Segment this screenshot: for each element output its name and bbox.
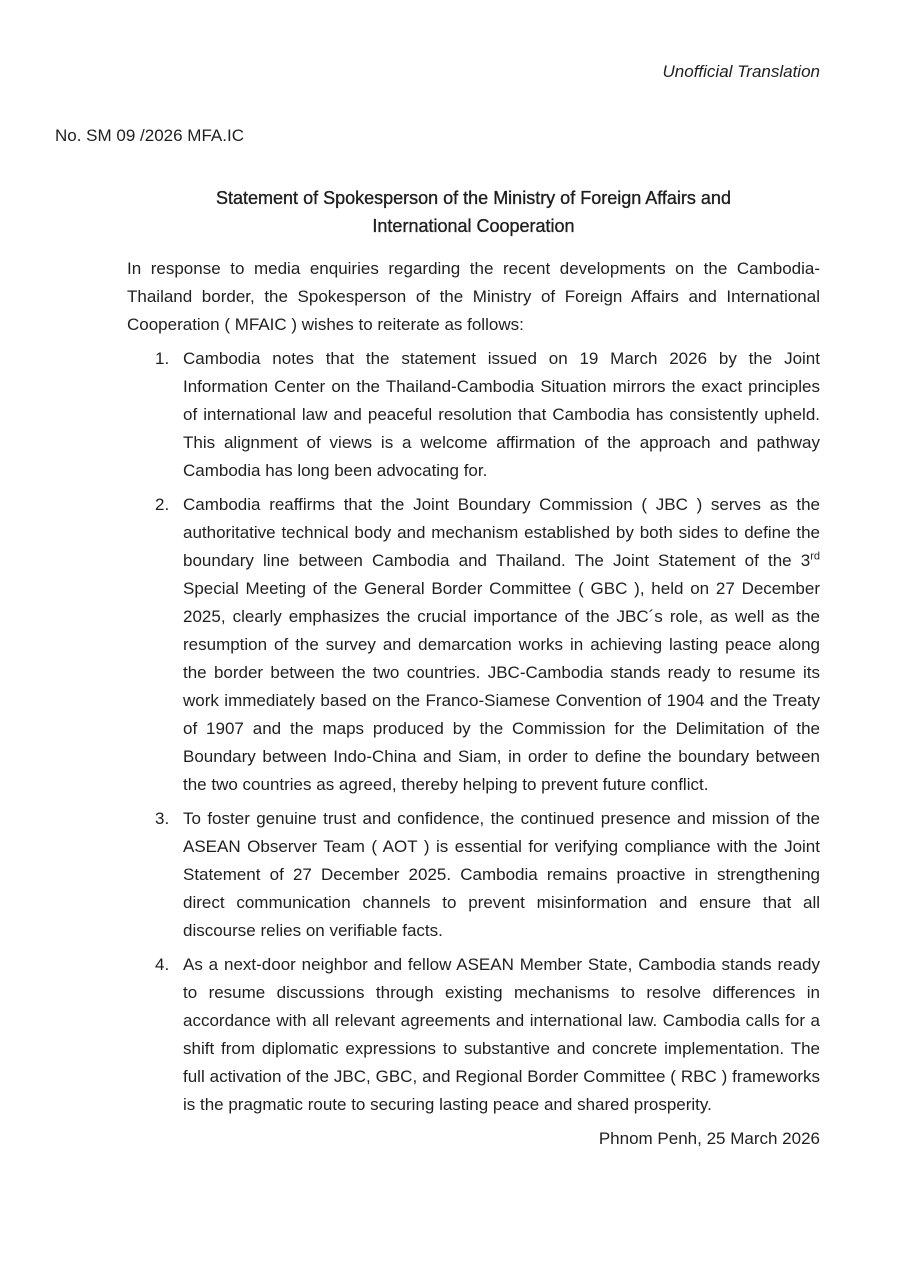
reference-number: No. SM 09 /2026 MFA.IC <box>55 126 244 145</box>
intro-paragraph: In response to media enquiries regarding the recent developments on the Cambodia-Thailand border, the Spokesperson of the Ministry of Foreign Affairs and International Cooperation ( MFAIC ) wishes to reiterate as follows: <box>127 259 820 334</box>
list-item <box>127 345 820 485</box>
item-text: As a next-door neighbor and fellow ASEAN Member State, Cambodia stands ready to resume discussions through existing mechanisms to resolve differences in accordance with all relevant agreements and international law. Cambodia calls for a shift from diplomatic expressions to substantive and concrete implementation. The full activation of the JBC, GBC, and Regional Border Committee ( RBC ) frameworks is the pragmatic route to securing lasting peace and shared prosperity. <box>183 955 820 1114</box>
list-item <box>127 951 820 1119</box>
document-title-line1: Statement of Spokesperson of the Ministry of Foreign Affairs and <box>216 188 731 208</box>
item-number: 4. <box>155 955 170 974</box>
item-number: 1. <box>155 349 170 368</box>
item-text: Cambodia notes that the statement issued on 19 March 2026 by the Joint Information Center on the Thailand-Cambodia Situation mirrors the exact principles of international law and peaceful resolution that Cambodia has consistently upheld. This alignment of views is a welcome affirmation of the approach and pathway Cambodia has long been advocating for. <box>183 349 820 480</box>
list-item <box>127 491 820 799</box>
document-body <box>127 255 820 1153</box>
item-text-after-sup: Special Meeting of the General Border Committee ( GBC ), held on 27 December 2025, clearly emphasizes the crucial importance of the JBC´s role, as well as the resumption of the survey and demarcation works in achieving lasting peace along the border between the two countries. JBC-Cambodia stands ready to resume its work immediately based on the Franco-Siamese Convention of 1904 and the Treaty of 1907 and the maps produced by the Commission for the Delimitation of the Boundary between Indo-China and Siam, in order to define the boundary between the two countries as agreed, thereby helping to prevent future conflict. <box>183 579 820 794</box>
document-title <box>127 184 820 240</box>
statement-list <box>127 345 820 1119</box>
item-text <box>183 491 820 799</box>
document-title-line2: International Cooperation <box>372 216 575 236</box>
item-text-before-sup: Cambodia reaffirms that the Joint Boundary Commission ( JBC ) serves as the authoritative technical body and mechanism established by both sides to define the boundary line between Cambodia and Thailand. The Joint Statement of the 3 <box>183 495 820 570</box>
item-text: To foster genuine trust and confidence, the continued presence and mission of the ASEAN Observer Team ( AOT ) is essential for verifying compliance with the Joint Statement of 27 December 2025. Cambodia remains proactive in strengthening direct communication channels to prevent misinformation and ensure that all discourse relies on verifiable facts. <box>183 809 820 940</box>
unofficial-translation-note: Unofficial Translation <box>662 62 820 81</box>
item-number: 3. <box>155 809 170 828</box>
dateline: Phnom Penh, 25 March 2026 <box>598 1129 820 1148</box>
item-number: 2. <box>155 495 170 514</box>
ordinal-superscript: rd <box>810 550 820 563</box>
list-item <box>127 805 820 945</box>
